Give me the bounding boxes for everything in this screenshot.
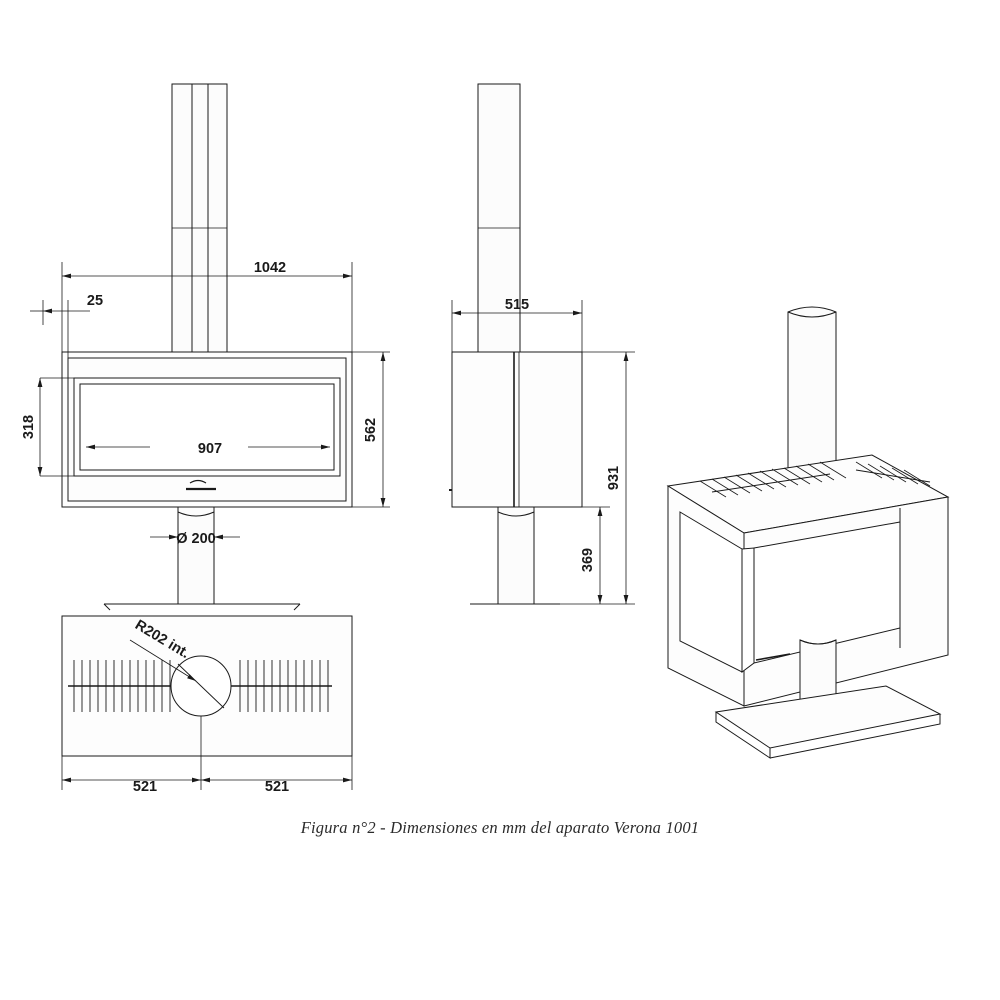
perspective-view-geometry (668, 307, 948, 758)
dim-front-total-width: 1042 (253, 260, 287, 276)
dim-top-right-half: 521 (264, 779, 290, 795)
figure-caption: Figura n°2 - Dimensiones en mm del aparato Verona 1001 (300, 818, 700, 837)
side-view-geometry (449, 84, 582, 604)
top-view-geometry (62, 616, 352, 756)
dim-side-pedestal-height: 369 (580, 547, 596, 573)
dim-front-side-offset: 25 (86, 293, 104, 309)
dim-top-left-half: 521 (132, 779, 158, 795)
dim-front-glass-height: 318 (21, 414, 37, 440)
dim-side-total-height: 931 (606, 465, 622, 491)
dim-side-depth: 515 (504, 297, 530, 313)
dim-top-radius-note: R202 int. (132, 617, 193, 662)
dim-front-glass-width: 907 (197, 441, 223, 457)
dim-front-body-height: 562 (363, 417, 379, 443)
dim-front-flue-diameter: Ø 200 (176, 531, 216, 547)
